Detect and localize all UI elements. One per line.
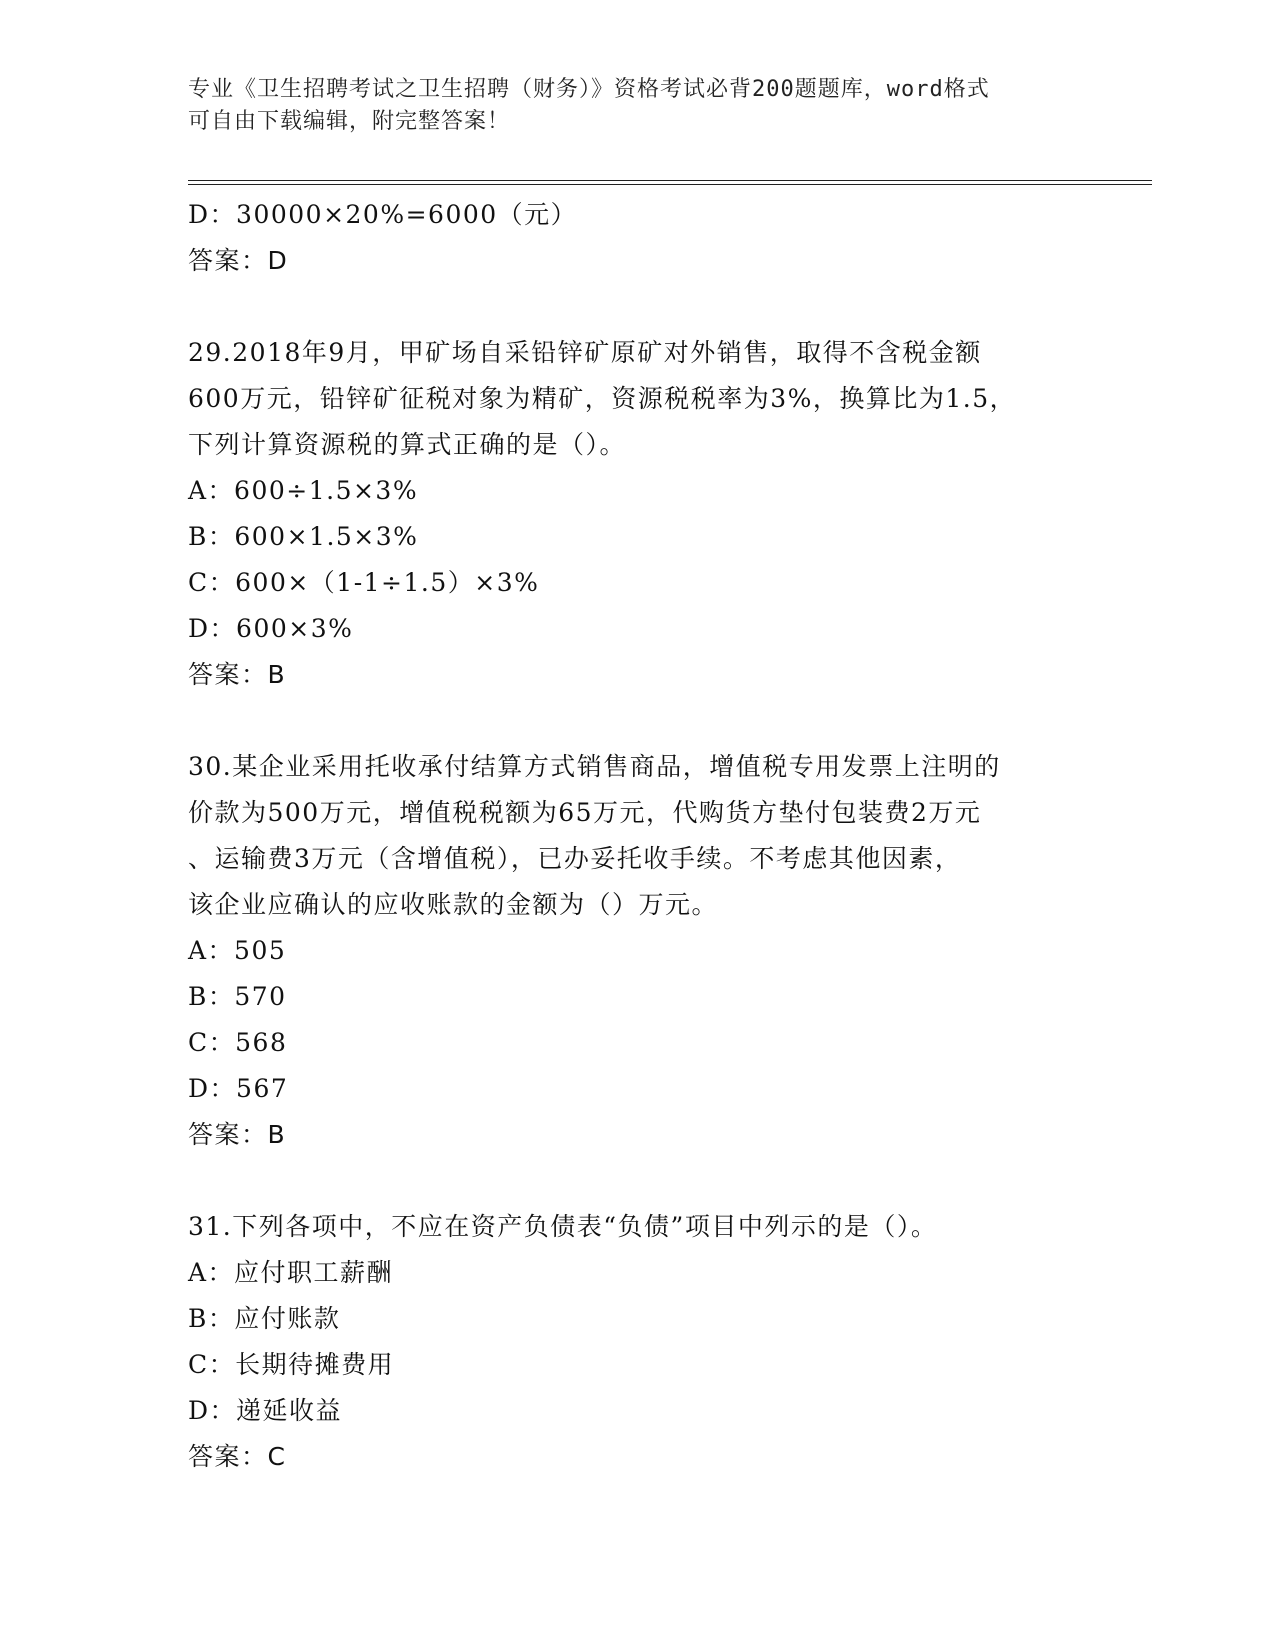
document-body (188, 192, 1088, 1480)
option-d: D：567 (188, 1074, 289, 1103)
option-c: C：568 (188, 1028, 288, 1057)
option-d: D：递延收益 (188, 1396, 343, 1425)
spacer (188, 1158, 1088, 1204)
answer: 答案：C (188, 1442, 287, 1471)
header-divider-top (188, 180, 1152, 181)
option-b: B：应付账款 (188, 1304, 341, 1333)
option-a: A：应付职工薪酬 (188, 1258, 394, 1287)
answer: 答案：B (188, 1120, 287, 1149)
option-d: D：600×3% (188, 614, 354, 643)
option-c: C：600×（1-1÷1.5）×3% (188, 568, 540, 597)
question-stem-line: 31.下列各项中，不应在资产负债表“负债”项目中列示的是（）。 (188, 1212, 938, 1241)
prev-option-d: D：30000×20%=6000（元） (188, 200, 578, 229)
answer: 答案：B (188, 660, 287, 689)
question-29 (188, 330, 1088, 698)
question-30 (188, 744, 1088, 1158)
spacer (188, 698, 1088, 744)
question-31 (188, 1204, 1088, 1480)
option-b: B：600×1.5×3% (188, 522, 419, 551)
option-b: B：570 (188, 982, 287, 1011)
question-stem-line: 价款为500万元，增值税税额为65万元，代购货方垫付包装费2万元 (188, 798, 982, 827)
document-header (188, 74, 1068, 138)
question-stem-line: 30.某企业采用托收承付结算方式销售商品，增值税专用发票上注明的 (188, 752, 1001, 781)
question-stem-line: 600万元，铅锌矿征税对象为精矿，资源税税率为3%，换算比为1.5， (188, 384, 1017, 413)
header-line-1: 专业《卫生招聘考试之卫生招聘（财务）》资格考试必背200题题库，word格式 (188, 77, 990, 102)
header-line-2: 可自由下载编辑，附完整答案！ (188, 109, 511, 134)
question-stem-line: 该企业应确认的应收账款的金额为（）万元。 (188, 890, 719, 919)
header-divider-bottom (188, 184, 1152, 185)
question-stem-line: 29.2018年9月，甲矿场自采铅锌矿原矿对外销售，取得不含税金额 (188, 338, 982, 367)
option-c: C：长期待摊费用 (188, 1350, 395, 1379)
spacer (188, 284, 1088, 330)
option-a: A：600÷1.5×3% (188, 476, 419, 505)
prev-answer: 答案：D (188, 246, 289, 275)
option-a: A：505 (188, 936, 287, 965)
question-stem-line: 下列计算资源税的算式正确的是（）。 (188, 430, 627, 459)
question-stem-line: 、运输费3万元（含增值税），已办妥托收手续。不考虑其他因素， (188, 844, 962, 873)
